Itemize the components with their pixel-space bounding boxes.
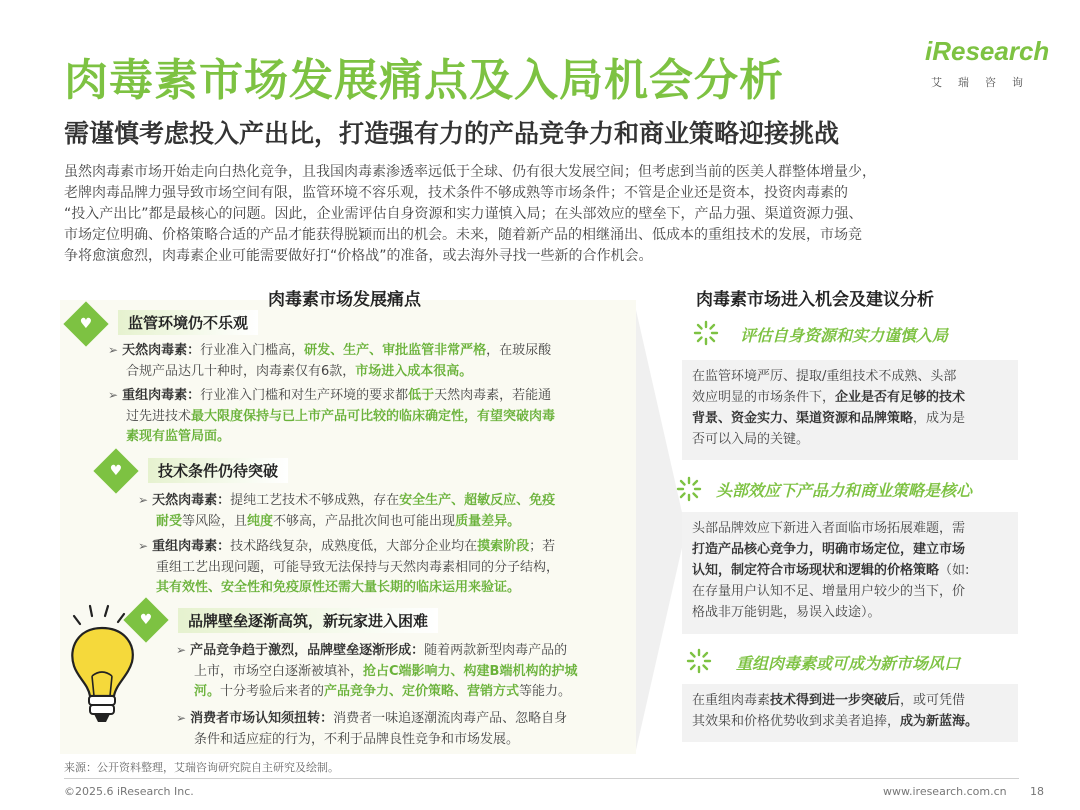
bullet-arrow-icon: ➢: [108, 343, 119, 357]
logo-tagline: 艾瑞咨询: [931, 76, 1039, 89]
opportunities-title: 肉毒素市场进入机会及建议分析: [696, 290, 934, 310]
page-title: 肉毒素市场发展痛点及入局机会分析: [64, 55, 784, 106]
opportunity-box: 在重组肉毒素技术得到进一步突破后，或可凭借 其效果和价格优势收到求美者追捧，成为新蓝海。: [682, 684, 1018, 742]
pain-point-bullet: ➢ 重组肉毒素：行业准入门槛和对生产环境的要求都低于天然肉毒素，若能通 过先进技术最大限度保持与已上市产品可比较的临床确定性，有望突破肉毒 素现有监管局面。: [108, 388, 556, 444]
copyright: ©2025.6 iResearch Inc.: [64, 785, 194, 798]
intro-line: 争将愈演愈烈，肉毒素企业可能需要做好打“价格战”的准备，或去海外寻找一些新的合作机会。: [64, 248, 653, 264]
heart-icon: ♥: [109, 463, 123, 479]
source-note: 来源：公开资料整理，艾瑞咨询研究院自主研究及绘制。: [64, 761, 339, 774]
opportunity-heading: 头部效应下产品力和商业策略是核心: [716, 481, 973, 500]
heart-icon: ♥: [139, 612, 153, 628]
intro-line: 市场定位明确、价格策略合适的产品才能获得脱颖而出的机会。未来，随着新产品的相继涌出、低成本的重组技术的发展，市场竞: [64, 227, 862, 243]
logo-brand: iResearch: [925, 36, 1050, 66]
intro-line: 老牌肉毒品牌力强导致市场空间有限，监管环境不容乐观，技术条件不够成熟等市场条件；不管是企业还是资本，投资肉毒素的: [64, 185, 848, 201]
opportunity-box: 在监管环境严厉、提取/重组技术不成熟、头部 效应明显的市场条件下，企业是否有足够的技术 背景、资金实力、渠道资源和品牌策略，成为是 否可以入局的关键。: [682, 360, 1018, 460]
bullet-arrow-icon: ➢: [138, 539, 149, 553]
opportunity-box: 头部品牌效应下新进入者面临市场拓展难题，需 打造产品核心竞争力，明确市场定位，建立市场 认知，制定符合市场现状和逻辑的价格策略（如: 在存量用户认知不足、增量用户较少的当下，价 格战非万能钥匙，易误入歧途）。: [682, 512, 1018, 634]
lightbulb-icon: [62, 602, 146, 732]
pain-point-bullet: ➢ 天然肉毒素：行业准入门槛高，研发、生产、审批监管非常严格，在玻尿酸 合规产品达几十种时，肉毒素仅有6款，市场进入成本很高。: [108, 343, 552, 379]
bullet-arrow-icon: ➢: [138, 493, 149, 507]
burst-icon: [686, 648, 712, 674]
burst-icon: [693, 320, 719, 346]
chevron-right-icon: [636, 310, 686, 750]
bullet-arrow-icon: ➢: [176, 711, 187, 725]
website-link[interactable]: www.iresearch.com.cn: [883, 785, 1007, 798]
opportunity-heading: 重组肉毒素或可成为新市场风口: [736, 654, 961, 673]
pain-points-title: 肉毒素市场发展痛点: [268, 290, 421, 310]
intro-line: 虽然肉毒素市场开始走向白热化竞争，且我国肉毒素渗透率远低于全球、仍有很大发展空间；但考虑到当前的医美人群整体增量少，: [64, 164, 876, 180]
iresearch-logo: [925, 36, 1055, 100]
pain-point-heading: 监管环境仍不乐观: [118, 310, 258, 335]
intro-paragraph: [64, 162, 1034, 267]
pain-point-heading: 技术条件仍待突破: [148, 458, 288, 483]
pain-point-bullet: ➢ 产品竞争趋于激烈，品牌壁垒逐渐形成：随着两款新型肉毒产品的 上市，市场空白逐渐被填补，抢占C端影响力、构建B端机构的护城 河。十分考验后来者的产品竞争力、定价策略、营销方式等能力。: [176, 643, 578, 699]
page-number: 18: [1030, 785, 1044, 798]
bullet-arrow-icon: ➢: [176, 643, 187, 657]
heart-icon: ♥: [79, 316, 93, 332]
pain-point-heading: 品牌壁垒逐渐高筑，新玩家进入困难: [178, 608, 438, 633]
bullet-arrow-icon: ➢: [108, 388, 119, 402]
pain-point-bullet: ➢ 重组肉毒素：技术路线复杂，成熟度低，大部分企业均在摸索阶段；若 重组工艺出现问题，可能导致无法保持与天然肉毒素相同的分子结构， 其有效性、安全性和免疫原性还需大量长期的临床运用来验证。: [138, 539, 560, 595]
opportunity-heading: 评估自身资源和实力谨慎入局: [740, 326, 949, 345]
pain-point-bullet: ➢ 消费者市场认知须扭转：消费者一味追逐潮流肉毒产品、忽略自身 条件和适应症的行为，不利于品牌良性竞争和市场发展。: [176, 711, 568, 747]
footer-divider: [64, 778, 1019, 779]
burst-icon: [676, 476, 702, 502]
pain-point-bullet: ➢ 天然肉毒素：提纯工艺技术不够成熟，存在安全生产、超敏反应、免疫 耐受等风险，且纯度不够高，产品批次间也可能出现质量差异。: [138, 493, 556, 529]
intro-line: “投入产出比”都是最核心的问题。因此，企业需评估自身资源和实力谨慎入局；在头部效应的壁垒下，产品力强、渠道资源力强、: [64, 206, 863, 222]
page-subtitle: 需谨慎考虑投入产出比，打造强有力的产品竞争力和商业策略迎接挑战: [64, 119, 840, 148]
